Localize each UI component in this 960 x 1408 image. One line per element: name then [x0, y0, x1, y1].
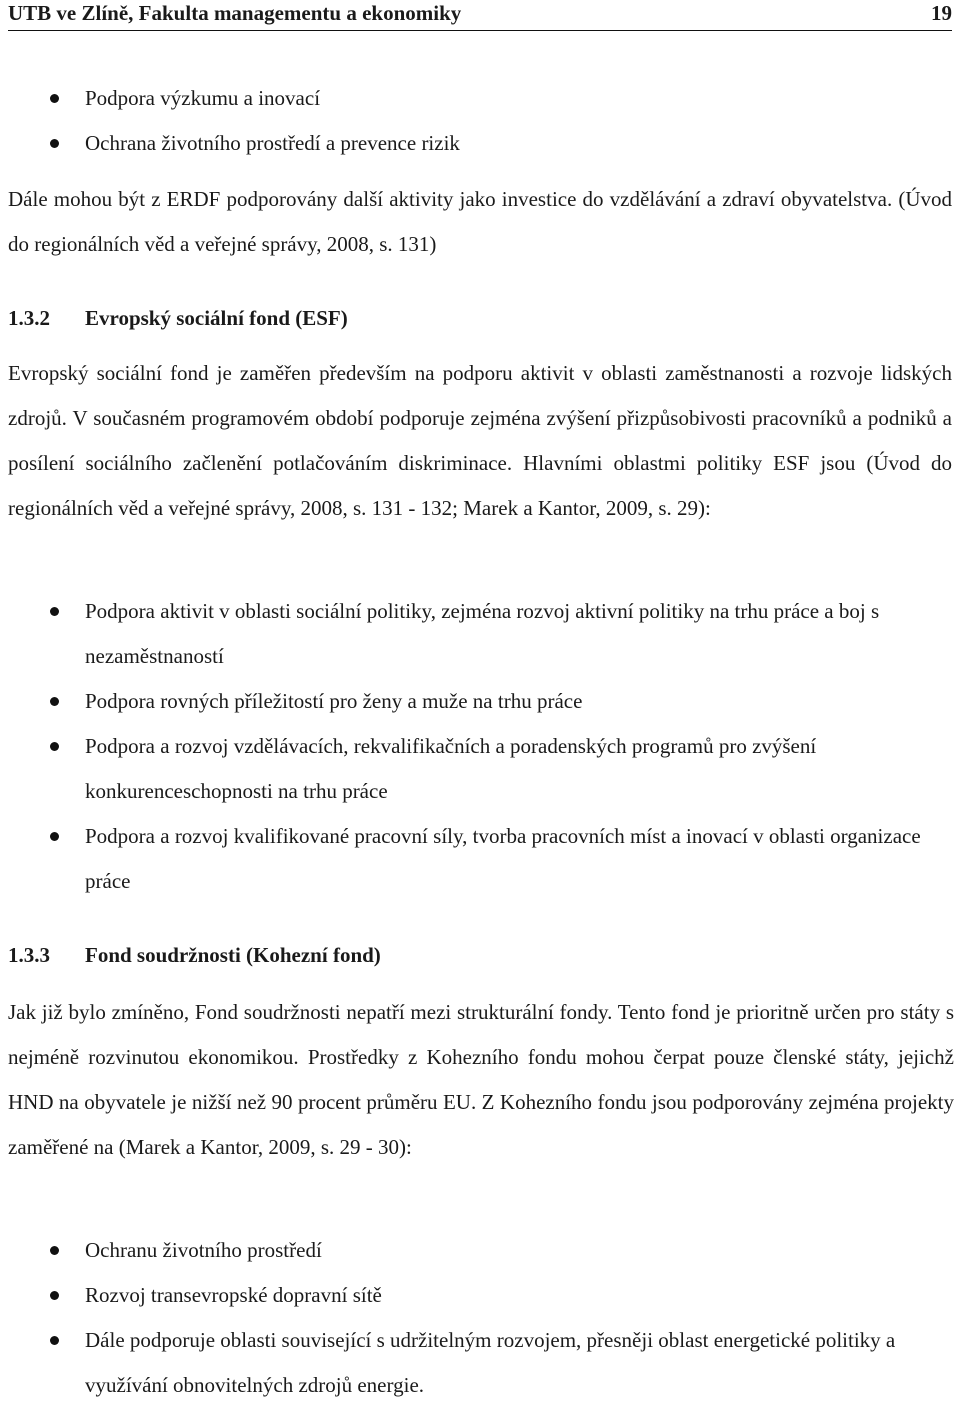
bullet-list-intro [8, 76, 948, 166]
section-number: 1.3.2 [8, 306, 50, 330]
header-title: UTB ve Zlíně, Fakulta managementu a ekonomiky [8, 1, 462, 25]
section-heading-esf [8, 305, 348, 331]
bullet-list-cohesion [8, 1228, 954, 1408]
section-title: Evropský sociální fond (ESF) [85, 306, 348, 330]
page-number: 19 [931, 1, 952, 25]
list-item: Ochrana životního prostředí a prevence rizik [8, 121, 948, 166]
paragraph-cohesion: Jak již bylo zmíněno, Fond soudržnosti nepatří mezi strukturální fondy. Tento fond je prioritně určen pro státy s nejméně rozvinutou ekonomikou. Prostředky z Kohezního fondu mohou čerpat pouze členské státy, jejichž HND na obyvatele je nižší než 90 procent průměru EU. Z Kohezního fondu jsou podporovány zejména projekty zaměřené na (Marek a Kantor, 2009, s. 29 - 30): [8, 1000, 954, 1159]
list-item: Ochranu životního prostředí [8, 1228, 954, 1273]
list-item: Podpora a rozvoj kvalifikované pracovní síly, tvorba pracovních míst a inovací v oblasti organizace práce [8, 814, 954, 904]
list-item: Podpora výzkumu a inovací [8, 76, 948, 121]
list-item: Podpora rovných příležitostí pro ženy a muže na trhu práce [8, 679, 954, 724]
paragraph-erdf: Dále mohou být z ERDF podporovány další aktivity jako investice do vzdělávání a zdraví obyvatelstva. (Úvod do regionálních věd a veřejné správy, 2008, s. 131) [8, 187, 952, 256]
list-item: Podpora aktivit v oblasti sociální politiky, zejména rozvoj aktivní politiky na trhu práce a boj s nezaměstnaností [8, 589, 954, 679]
bullet-list-esf [8, 589, 954, 904]
list-item: Podpora a rozvoj vzdělávacích, rekvalifikačních a poradenských programů pro zvýšení konkurenceschopnosti na trhu práce [8, 724, 954, 814]
section-number: 1.3.3 [8, 943, 50, 967]
list-item: Rozvoj transevropské dopravní sítě [8, 1273, 954, 1318]
section-heading-cohesion [8, 942, 381, 968]
page-header [8, 0, 952, 31]
list-item: Dále podporuje oblasti související s udržitelným rozvojem, přesněji oblast energetické politiky a využívání obnovitelných zdrojů energie. [8, 1318, 954, 1408]
section-title: Fond soudržnosti (Kohezní fond) [85, 943, 381, 967]
paragraph-esf: Evropský sociální fond je zaměřen především na podporu aktivit v oblasti zaměstnanosti a rozvoje lidských zdrojů. V současném programovém období podporuje zejména zvýšení přizpůsobivosti pracovníků a podniků a posílení sociálního začlenění potlačováním diskriminace. Hlavními oblastmi politiky ESF jsou (Úvod do regionálních věd a veřejné správy, 2008, s. 131 - 132; Marek a Kantor, 2009, s. 29): [8, 361, 952, 520]
